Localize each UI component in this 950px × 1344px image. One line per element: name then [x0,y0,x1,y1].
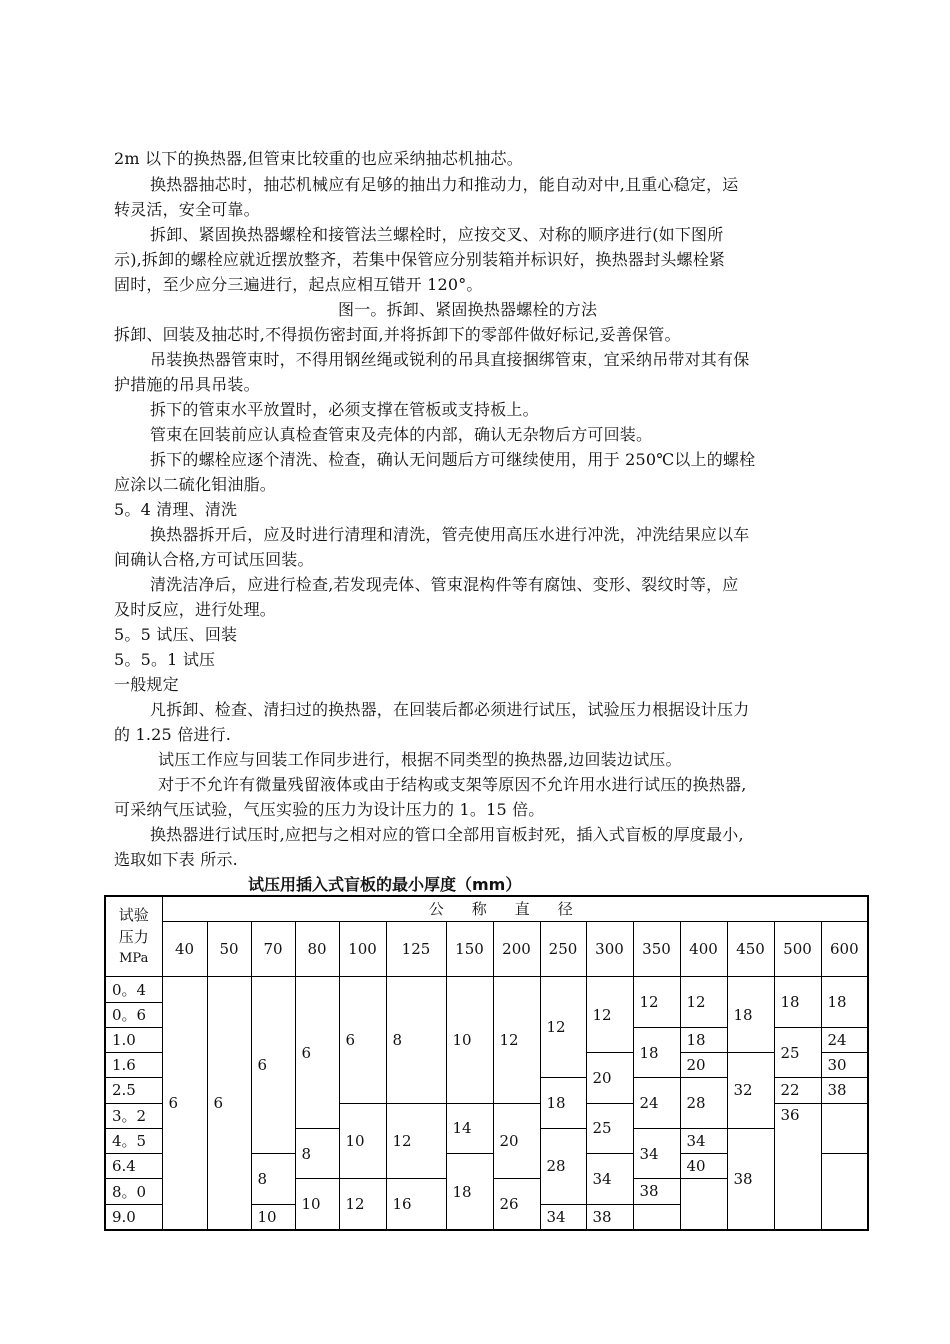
value-cell: 12 [586,977,633,1053]
value-cell: 10 [339,1103,386,1179]
value-cell: 38 [586,1204,633,1230]
paragraph-line: 换热器抽芯时，抽芯机械应有足够的抽出力和推动力，能自动对中,且重心稳定，运 [150,175,739,194]
table-title: 试压用插入式盲板的最小厚度（mm） [248,875,522,894]
diameter-cell: 100 [339,921,386,977]
paragraph-line: 护措施的吊具吊装。 [114,375,260,394]
paragraph-line: 可采纳气压试验，气压实验的压力为设计压力的 1。15 倍。 [114,800,545,819]
paragraph-line: 对于不允许有微量残留液体或由于结构或支架等原因不允许用水进行试压的换热器, [158,775,747,794]
pressure-cell: 8。0 [105,1179,162,1204]
value-cell: 14 [446,1103,493,1154]
nominal-diameter-header: 公称直径 [162,896,868,921]
value-cell: 12 [386,1103,446,1179]
value-cell: 8 [251,1154,295,1205]
section-heading: 5。4 清理、清洗 [114,500,238,519]
paragraph-line: 拆卸、紧固换热器螺栓和接管法兰螺栓时，应按交叉、对称的顺序进行(如下图所 [150,225,724,244]
diameter-cell: 300 [586,921,633,977]
value-cell: 6 [295,977,339,1129]
paragraph-line: 间确认合格,方可试压回装。 [114,550,314,569]
value-cell: 12 [633,977,680,1028]
value-cell: 6 [207,977,251,1230]
value-cell: 20 [493,1103,540,1179]
value-cell [821,1103,868,1154]
diameter-cell: 80 [295,921,339,977]
paragraph-line: 换热器进行试压时,应把与之相对应的管口全部用盲板封死，插入式盲板的厚度最小, [150,825,744,844]
value-cell: 25 [774,1027,821,1078]
value-cell: 6 [162,977,207,1230]
value-cell: 18 [633,1027,680,1078]
value-cell: 32 [727,1053,774,1129]
value-cell: 18 [446,1154,493,1230]
diameter-cell: 125 [386,921,446,977]
figure-caption: 图一。拆卸、紧固换热器螺栓的方法 [338,300,598,319]
value-cell: 18 [540,1078,586,1129]
pressure-cell: 3。2 [105,1103,162,1128]
pressure-header-cell [105,896,162,977]
value-cell: 30 [821,1053,868,1078]
paragraph-line: 管束在回装前应认真检查管束及壳体的内部，确认无杂物后方可回装。 [150,425,653,444]
value-cell: 18 [821,977,868,1028]
pressure-cell: 2.5 [105,1078,162,1103]
paragraph-line: 2m 以下的换热器,但管束比较重的也应采纳抽芯机抽芯。 [114,149,523,168]
value-cell: 18 [774,977,821,1028]
subsection-heading: 一般规定 [114,675,179,694]
paragraph-line: 换热器拆开后，应及时进行清理和清洗，管壳使用高压水进行冲洗，冲洗结果应以车 [150,525,750,544]
pressure-header-line: 试验 [118,905,149,924]
value-cell: 34 [680,1128,727,1153]
value-cell: 8 [386,977,446,1103]
paragraph-line: 清洗洁净后，应进行检查,若发现壳体、管束混构件等有腐蚀、变形、裂纹时等，应 [150,575,739,594]
pressure-cell: 0。6 [105,1002,162,1027]
value-cell [821,1154,868,1230]
paragraph-line: 凡拆卸、检查、清扫过的换热器，在回装后都必须进行试压，试验压力根据设计压力 [150,700,750,719]
subsection-heading: 5。5。1 试压 [114,650,216,669]
value-cell: 12 [493,977,540,1103]
paragraph-line: 选取如下表 所示. [114,850,238,869]
diameter-cell: 250 [540,921,586,977]
blind-thickness-table [104,895,869,1231]
paragraph-line: 转灵活，安全可靠。 [114,200,260,219]
diameter-cell: 400 [680,921,727,977]
value-cell: 16 [386,1179,446,1230]
value-cell: 28 [540,1128,586,1204]
paragraph-line: 示),拆卸的螺栓应就近摆放整齐，若集中保管应分别装箱并标识好，换热器封头螺栓紧 [114,250,726,269]
value-cell: 10 [251,1204,295,1230]
value-cell: 38 [727,1128,774,1230]
value-cell: 40 [680,1154,727,1179]
paragraph-line: 拆下的管束水平放置时，必须支撑在管板或支持板上。 [150,400,539,419]
value-cell: 8 [295,1128,339,1179]
value-cell: 25 [586,1103,633,1154]
value-cell: 24 [821,1027,868,1052]
paragraph-line: 拆下的螺栓应逐个清洗、检查，确认无问题后方可继续使用，用于 250℃以上的螺栓 [150,450,756,469]
value-cell: 18 [727,977,774,1053]
section-heading: 5。5 试压、回装 [114,625,238,644]
paragraph-line: 应涂以二硫化钼油脂。 [114,475,277,494]
diameter-cell: 200 [493,921,540,977]
diameter-cell: 50 [207,921,251,977]
value-cell: 6 [251,977,295,1154]
value-cell: 38 [633,1179,680,1204]
diameter-cell: 150 [446,921,493,977]
value-cell: 18 [680,1027,727,1052]
pressure-header-line: 压力 [118,927,149,946]
value-cell [633,1204,680,1230]
paragraph-line: 试压工作应与回装工作同步进行，根据不同类型的换热器,边回装边试压。 [158,750,682,769]
value-cell: 34 [540,1204,586,1230]
value-cell: 22 [774,1078,821,1103]
paragraph-line: 吊装换热器管束时，不得用钢丝绳或锐利的吊具直接捆绑管束，宜采纳吊带对其有保 [150,350,750,369]
pressure-cell: 1.6 [105,1053,162,1078]
value-cell: 12 [540,977,586,1078]
value-cell: 36 [774,1103,821,1230]
value-cell: 38 [821,1078,868,1103]
diameter-cell: 350 [633,921,680,977]
pressure-cell: 6.4 [105,1154,162,1179]
pressure-cell: 9.0 [105,1204,162,1230]
pressure-cell: 0。4 [105,977,162,1002]
value-cell: 12 [680,977,727,1028]
value-cell: 12 [339,1179,386,1230]
value-cell: 6 [339,977,386,1103]
value-cell: 34 [586,1154,633,1205]
diameter-cell: 450 [727,921,774,977]
value-cell: 20 [586,1053,633,1104]
paragraph-line: 固时，至少应分三遍进行，起点应相互错开 120°。 [114,275,483,294]
pressure-cell: 1.0 [105,1027,162,1052]
paragraph-line: 拆卸、回装及抽芯时,不得损伤密封面,并将拆卸下的零部件做好标记,妥善保管。 [114,325,681,344]
value-cell: 34 [633,1128,680,1179]
diameter-cell: 600 [821,921,868,977]
diameter-cell: 70 [251,921,295,977]
pressure-header-unit: MPa [119,950,149,966]
value-cell [680,1179,727,1230]
value-cell: 26 [493,1179,540,1230]
value-cell: 24 [633,1078,680,1129]
pressure-cell: 4。5 [105,1128,162,1153]
value-cell: 20 [680,1053,727,1078]
diameter-cell: 500 [774,921,821,977]
paragraph-line: 及时反应，进行处理。 [114,600,277,619]
diameter-cell: 40 [162,921,207,977]
paragraph-line: 的 1.25 倍进行. [114,725,232,744]
value-cell: 10 [295,1179,339,1230]
value-cell: 10 [446,977,493,1103]
value-cell: 28 [680,1078,727,1129]
